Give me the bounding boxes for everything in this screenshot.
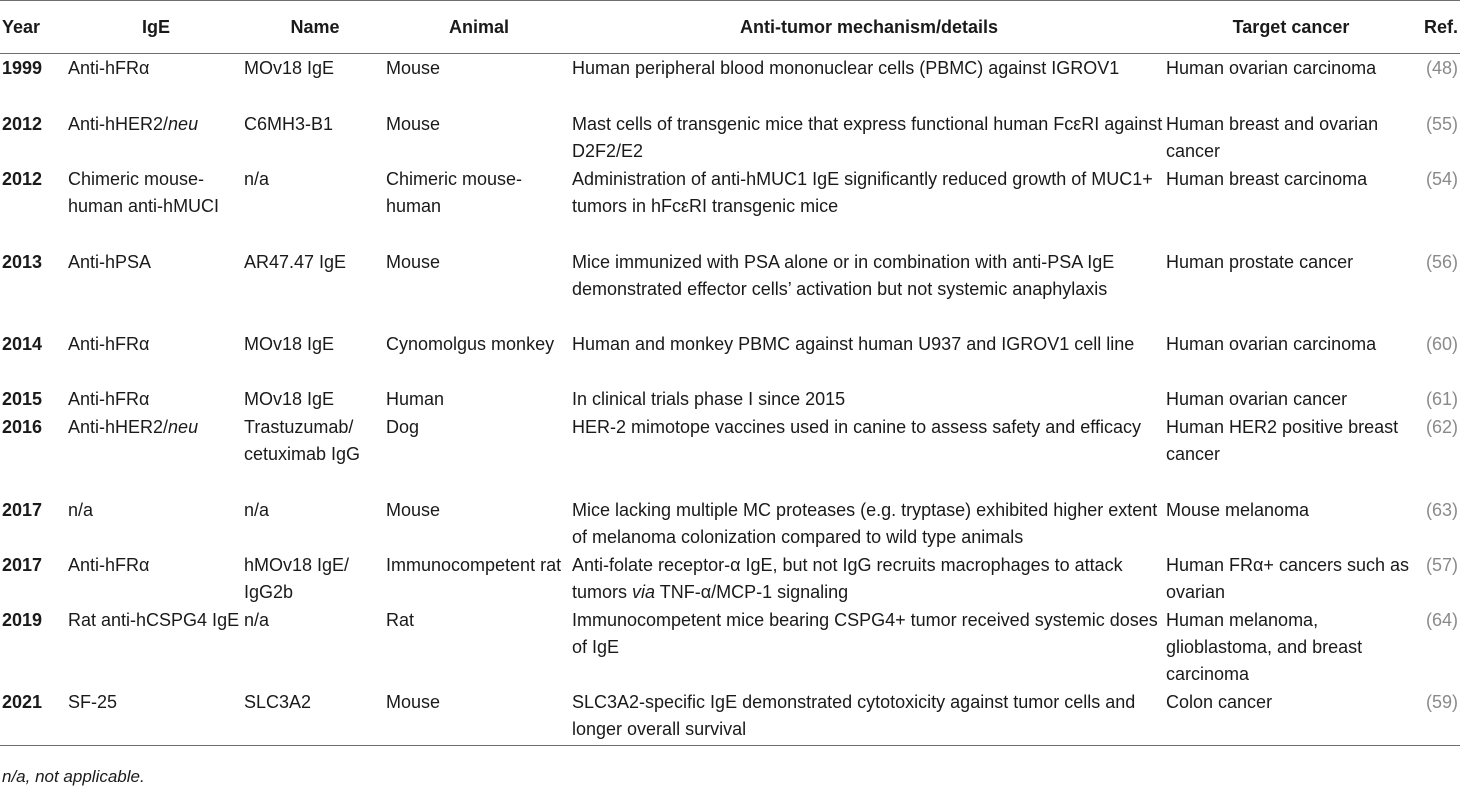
table-row xyxy=(0,385,1460,413)
cell-ige-italic: neu xyxy=(168,416,199,437)
table-row xyxy=(0,54,1460,110)
cell-mechanism: Human and monkey PBMC against human U937 and IGROV1 cell line xyxy=(572,333,1135,354)
header-animal: Animal xyxy=(386,1,572,54)
table-row xyxy=(0,248,1460,330)
table-row xyxy=(0,413,1460,496)
cell-target: Mouse melanoma xyxy=(1166,499,1310,520)
header-ige: IgE xyxy=(68,1,244,54)
cell-ige: SF-25 xyxy=(68,688,244,746)
cell-year: 2016 xyxy=(2,416,43,437)
cell-ige-text: Anti-hHER2/ xyxy=(68,113,169,134)
cell-name: MOv18 IgE xyxy=(244,333,335,354)
cell-name: n/a xyxy=(244,168,270,189)
table-footnote: n/a, not applicable. xyxy=(2,767,145,786)
cell-animal: Mouse xyxy=(386,688,572,746)
cell-mechanism-italic: via xyxy=(632,581,656,602)
cell-mechanism: SLC3A2-specific IgE demonstrated cytotoxicity against tumor cells and longer overall survival xyxy=(572,688,1166,746)
cell-animal: Mouse xyxy=(386,251,441,272)
header-mechanism: Anti-tumor mechanism/details xyxy=(572,1,1166,54)
cell-ref: (57) xyxy=(1425,554,1458,575)
cell-ige: Anti-hFRα xyxy=(68,333,150,354)
cell-target: Human melanoma, glioblastoma, and breast carcinoma xyxy=(1166,609,1363,684)
header-name: Name xyxy=(244,1,386,54)
table-row xyxy=(0,606,1460,688)
cell-animal: Chimeric mouse-human xyxy=(386,168,523,216)
cell-animal: Mouse xyxy=(386,499,441,520)
cell-ref: (48) xyxy=(1425,58,1458,78)
cell-ige-italic: neu xyxy=(168,113,199,134)
cell-ige: Anti-hFRα xyxy=(68,554,150,575)
cell-animal: Cynomolgus monkey xyxy=(386,333,555,354)
table-row xyxy=(0,551,1460,606)
cell-animal: Mouse xyxy=(386,58,441,78)
cell-name: hMOv18 IgE/ IgG2b xyxy=(244,554,350,602)
cell-year: 2012 xyxy=(2,168,43,189)
cell-animal: Rat xyxy=(386,609,415,630)
cell-mechanism-text-end: TNF-α/MCP-1 signaling xyxy=(655,581,849,602)
cell-mechanism: HER-2 mimotope vaccines used in canine to assess safety and efficacy xyxy=(572,416,1141,437)
cell-mechanism: Mast cells of transgenic mice that express functional human FcεRI against D2F2/E2 xyxy=(572,113,1163,161)
cell-mechanism: Immunocompetent mice bearing CSPG4+ tumor received systemic doses of IgE xyxy=(572,609,1158,657)
cell-ige xyxy=(68,110,244,165)
cell-animal: Mouse xyxy=(386,113,441,134)
cell-mechanism: Mice lacking multiple MC proteases (e.g. tryptase) exhibited higher extent of melanoma colonization compared to wild type animals xyxy=(572,499,1158,547)
cell-year: 2013 xyxy=(2,251,43,272)
cell-mechanism: Administration of anti-hMUC1 IgE significantly reduced growth of MUC1+ tumors in hFcεRI transgenic mice xyxy=(572,168,1153,216)
cell-name: n/a xyxy=(244,609,270,630)
cell-year: 2017 xyxy=(2,554,43,575)
header-ref: Ref. xyxy=(1416,1,1460,54)
header-year: Year xyxy=(0,1,68,54)
cell-ref: (61) xyxy=(1425,388,1458,409)
cell-ref: (62) xyxy=(1425,416,1458,437)
cell-ref: (54) xyxy=(1425,168,1458,189)
cell-ref: (55) xyxy=(1425,113,1458,134)
cell-animal: Dog xyxy=(386,416,420,437)
cell-ige-text: Anti-hHER2/ xyxy=(68,416,169,437)
cell-mechanism: In clinical trials phase I since 2015 xyxy=(572,388,846,409)
cell-ref: (64) xyxy=(1425,609,1458,630)
cell-ref: (63) xyxy=(1425,499,1458,520)
cell-ige: Chimeric mouse-human anti-hMUCI xyxy=(68,168,220,216)
table-row xyxy=(0,165,1460,248)
cell-ige: Rat anti-hCSPG4 IgE xyxy=(68,609,240,630)
cell-year: 1999 xyxy=(2,58,43,78)
cell-mechanism: Human peripheral blood mononuclear cells (PBMC) against IGROV1 xyxy=(572,58,1120,78)
cell-name: Trastuzumab/ cetuximab IgG xyxy=(244,416,361,464)
table-row xyxy=(0,496,1460,551)
cell-target: Colon cancer xyxy=(1166,688,1416,746)
cell-ige: Anti-hPSA xyxy=(68,251,152,272)
cell-animal: Human xyxy=(386,388,445,409)
cell-mechanism-text: Anti-folate receptor-α IgE, but not IgG recruits macrophages to attack tumors xyxy=(572,554,1123,602)
cell-ref: (59) xyxy=(1416,688,1460,746)
cell-name: MOv18 IgE xyxy=(244,58,335,78)
cell-year: 2014 xyxy=(2,333,43,354)
table-row xyxy=(0,110,1460,165)
cell-name: C6MH3-B1 xyxy=(244,113,334,134)
cell-ref: (60) xyxy=(1425,333,1458,354)
cell-ref: (56) xyxy=(1425,251,1458,272)
cell-year: 2015 xyxy=(2,388,43,409)
table-row xyxy=(0,688,1460,746)
cell-ige: n/a xyxy=(68,499,94,520)
cell-target: Human breast carcinoma xyxy=(1166,168,1368,189)
cell-target: Human ovarian carcinoma xyxy=(1166,58,1377,78)
header-target-cancer: Target cancer xyxy=(1166,1,1416,54)
cell-name: MOv18 IgE xyxy=(244,388,335,409)
cell-target: Human FRα+ cancers such as ovarian xyxy=(1166,554,1409,602)
cell-year: 2021 xyxy=(0,688,68,746)
cell-ige: Anti-hFRα xyxy=(68,388,150,409)
cell-ige xyxy=(68,413,244,496)
cell-ige: Anti-hFRα xyxy=(68,58,150,78)
table-row xyxy=(0,330,1460,385)
cell-target: Human ovarian cancer xyxy=(1166,388,1348,409)
cell-target: Human ovarian carcinoma xyxy=(1166,333,1377,354)
cell-name: AR47.47 IgE xyxy=(244,251,347,272)
cell-animal: Immunocompetent rat xyxy=(386,554,562,575)
cell-target: Human breast and ovarian cancer xyxy=(1166,113,1379,161)
cell-mechanism: Mice immunized with PSA alone or in combination with anti-PSA IgE demonstrated effector cells’ activation but not systemic anaphylaxis xyxy=(572,251,1115,299)
cell-year: 2019 xyxy=(2,609,43,630)
cell-target: Human HER2 positive breast cancer xyxy=(1166,416,1399,464)
table-header-row xyxy=(0,1,1460,54)
cell-year: 2012 xyxy=(2,113,43,134)
cell-target: Human prostate cancer xyxy=(1166,251,1354,272)
cell-name: n/a xyxy=(244,499,270,520)
cell-year: 2017 xyxy=(2,499,43,520)
cell-mechanism xyxy=(572,551,1166,606)
cell-name: SLC3A2 xyxy=(244,688,386,746)
